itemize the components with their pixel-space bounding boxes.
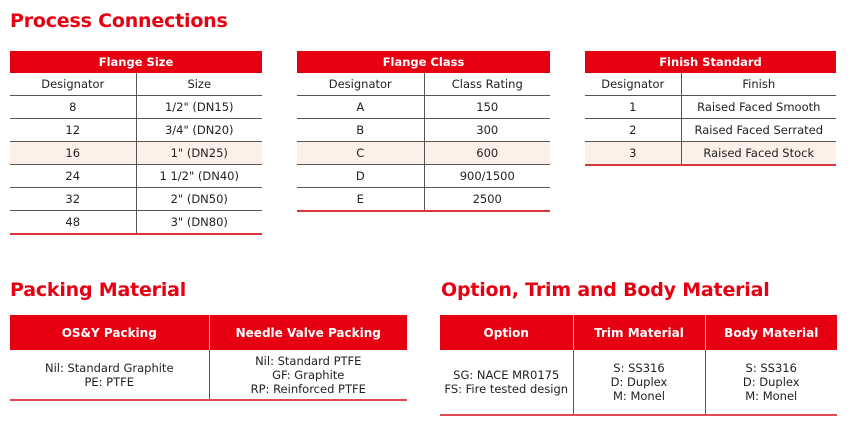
table-caption: Flange Size <box>10 51 262 73</box>
cell: E <box>297 188 424 212</box>
table-caption: Finish Standard <box>585 51 836 73</box>
cell-line: S: SS316 <box>613 361 665 375</box>
cell-needle-valve-packing <box>209 350 407 400</box>
cell: 3 <box>585 142 681 166</box>
cell: 2 <box>585 119 681 142</box>
table-row <box>297 119 550 142</box>
table-row <box>440 350 837 415</box>
column-header: Finish <box>681 73 836 96</box>
packing-material-table <box>10 315 407 401</box>
cell: 2500 <box>424 188 550 212</box>
cell: 300 <box>424 119 550 142</box>
cell-line: S: SS316 <box>745 361 797 375</box>
column-header: Class Rating <box>424 73 550 96</box>
cell: 8 <box>10 96 136 119</box>
table-row <box>10 142 262 165</box>
cell: Raised Faced Serrated <box>681 119 836 142</box>
table-row <box>10 119 262 142</box>
table-row <box>585 96 836 119</box>
option-trim-body-table <box>440 315 837 416</box>
flange-size-table <box>10 51 262 235</box>
flange-class-table <box>297 51 550 212</box>
table-row <box>10 96 262 119</box>
cell-trim-material <box>573 350 705 415</box>
column-header: Designator <box>10 73 136 96</box>
cell: Raised Faced Stock <box>681 142 836 166</box>
cell: 900/1500 <box>424 165 550 188</box>
column-header: Size <box>136 73 262 96</box>
cell: 24 <box>10 165 136 188</box>
cell-line: GF: Graphite <box>272 367 345 382</box>
section-title-option-trim-body: Option, Trim and Body Material <box>441 279 770 301</box>
cell-body-material <box>705 350 837 415</box>
cell: 32 <box>10 188 136 211</box>
column-header: Body Material <box>705 315 837 350</box>
column-header: Designator <box>297 73 424 96</box>
cell: B <box>297 119 424 142</box>
table-row <box>10 165 262 188</box>
table-row <box>585 142 836 166</box>
cell-line: M: Monel <box>745 389 798 403</box>
cell-option <box>440 350 573 415</box>
table-row <box>10 211 262 235</box>
cell: 1" (DN25) <box>136 142 262 165</box>
cell-line: Nil: Standard PTFE <box>255 353 362 368</box>
cell: A <box>297 96 424 119</box>
cell: 12 <box>10 119 136 142</box>
cell-line: PE: PTFE <box>84 374 135 389</box>
column-header: Trim Material <box>573 315 705 350</box>
cell: 3" (DN80) <box>136 211 262 235</box>
table-row <box>297 188 550 212</box>
cell: 16 <box>10 142 136 165</box>
column-header: OS&Y Packing <box>10 315 209 350</box>
section-title-process-connections: Process Connections <box>10 10 228 32</box>
cell-line: D: Duplex <box>742 375 800 389</box>
table-row <box>297 142 550 165</box>
section-title-packing-material: Packing Material <box>10 279 187 301</box>
cell-line: RP: Reinforced PTFE <box>250 381 366 396</box>
cell: 1 <box>585 96 681 119</box>
cell-line: D: Duplex <box>610 375 668 389</box>
table-row <box>297 96 550 119</box>
table-row <box>585 119 836 142</box>
cell: 3/4" (DN20) <box>136 119 262 142</box>
column-header: Needle Valve Packing <box>209 315 407 350</box>
table-row <box>10 188 262 211</box>
cell: Raised Faced Smooth <box>681 96 836 119</box>
cell: 2" (DN50) <box>136 188 262 211</box>
column-header: Designator <box>585 73 681 96</box>
cell: 1/2" (DN15) <box>136 96 262 119</box>
cell: 48 <box>10 211 136 235</box>
cell-line: FS: Fire tested design <box>444 382 569 396</box>
cell-line: M: Monel <box>613 389 665 403</box>
table-row <box>10 350 407 400</box>
cell: 600 <box>424 142 550 165</box>
finish-standard-table <box>585 51 836 166</box>
table-row <box>297 165 550 188</box>
cell: C <box>297 142 424 165</box>
cell: D <box>297 165 424 188</box>
column-header: Option <box>440 315 573 350</box>
cell-osy-packing <box>10 350 209 400</box>
cell-line: Nil: Standard Graphite <box>44 360 174 375</box>
table-caption: Flange Class <box>297 51 550 73</box>
cell-line: SG: NACE MR0175 <box>453 368 560 382</box>
cell: 1 1/2" (DN40) <box>136 165 262 188</box>
cell: 150 <box>424 96 550 119</box>
